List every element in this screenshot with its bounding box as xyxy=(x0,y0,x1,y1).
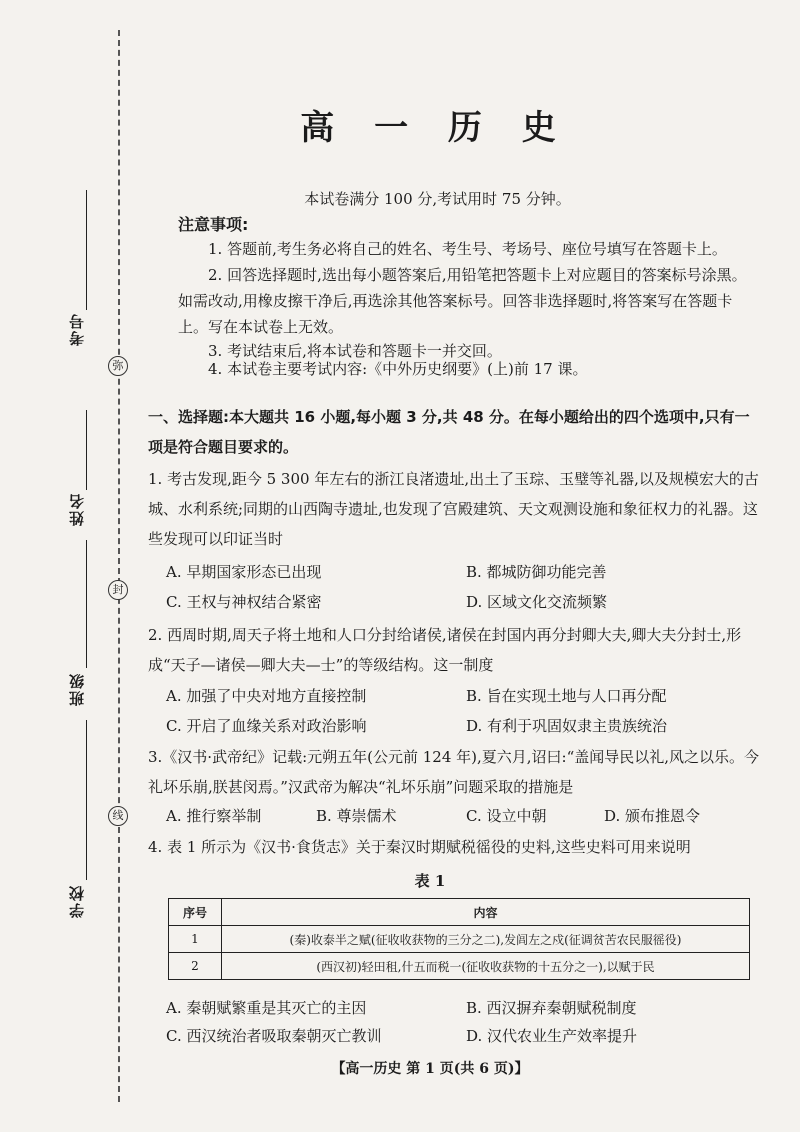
question-4-option-b: B. 西汉摒弃秦朝赋税制度 xyxy=(466,999,637,1017)
table-cell: (西汉初)轻田租,什五而税一(征收收获物的十五分之一),以赋于民 xyxy=(222,953,750,980)
table-row xyxy=(169,926,750,953)
table-title: 表 1 xyxy=(414,872,446,890)
history-table xyxy=(168,898,750,980)
question-1-option-b: B. 都城防御功能完善 xyxy=(466,563,607,581)
table-header-content: 内容 xyxy=(222,899,750,926)
notice-item-4: 4. 本试卷主要考试内容:《中外历史纲要》(上)前 17 课。 xyxy=(208,360,588,378)
exam-info: 本试卷满分 100 分,考试用时 75 分钟。 xyxy=(304,190,571,208)
question-2-option-c: C. 开启了血缘关系对政治影响 xyxy=(166,717,367,735)
question-3-option-a: A. 推行察举制 xyxy=(166,807,262,825)
notice-item-3: 3. 考试结束后,将本试卷和答题卡一并交回。 xyxy=(208,342,502,360)
question-1-option-d: D. 区域文化交流频繁 xyxy=(466,593,608,611)
table-cell: 1 xyxy=(169,926,222,953)
seal-xian: 线 xyxy=(108,806,128,826)
notice-item-1: 1. 答题前,考生务必将自己的姓名、考生号、考场号、座位号填写在答题卡上。 xyxy=(208,240,727,258)
question-2-stem: 2. 西周时期,周天子将土地和人口分封给诸侯,诸侯在封国内再分封卿大夫,卿大夫分封士,形成“天子—诸侯—卿大夫—士”的等级结构。这一制度 xyxy=(148,626,742,674)
question-4-stem: 4. 表 1 所示为《汉书·食货志》关于秦汉时期赋税徭役的史料,这些史料可用来说明 xyxy=(148,838,691,856)
question-3-option-c: C. 设立中朝 xyxy=(466,807,547,825)
class-label: 班级 xyxy=(68,672,86,706)
name-label: 姓名 xyxy=(68,492,86,526)
question-1-stem: 1. 考古发现,距今 5 300 年左右的浙江良渚遗址,出土了玉琮、玉璧等礼器,以及规模宏大的古城、水利系统;同期的山西陶寺遗址,也发现了宫殿建筑、天文观测设施和象征权力的礼器。这些发现可以印证当时 xyxy=(148,470,759,548)
table-cell: (秦)收泰半之赋(征收收获物的三分之二),发闾左之戍(征调贫苦农民服徭役) xyxy=(222,926,750,953)
school-line xyxy=(86,720,87,880)
page-footer: 【高一历史 第 1 页(共 6 页)】 xyxy=(331,1061,529,1077)
table-header-number: 序号 xyxy=(169,899,222,926)
question-2-option-a: A. 加强了中央对地方直接控制 xyxy=(166,687,367,705)
school-label: 学校 xyxy=(68,884,86,918)
name-line xyxy=(86,410,87,490)
seal-mi: 弥 xyxy=(108,356,128,376)
table-cell: 2 xyxy=(169,953,222,980)
notice-heading: 注意事项: xyxy=(178,215,249,234)
question-3-stem: 3.《汉书·武帝纪》记载:元朔五年(公元前 124 年),夏六月,诏曰:“盖闻导民以礼,风之以乐。今礼坏乐崩,朕甚闵焉。”汉武帝为解决“礼坏乐崩”问题采取的措施是 xyxy=(148,748,760,796)
question-4-option-c: C. 西汉统治者吸取秦朝灭亡教训 xyxy=(166,1027,382,1045)
question-3-option-d: D. 颁布推恩令 xyxy=(604,807,701,825)
question-4-option-d: D. 汉代农业生产效率提升 xyxy=(466,1027,638,1045)
page-title: 高 一 历 史 xyxy=(300,108,570,148)
question-2-option-b: B. 旨在实现土地与人口再分配 xyxy=(466,687,667,705)
notice-item-2: 2. 回答选择题时,选出每小题答案后,用铅笔把答题卡上对应题目的答案标号涂黑。如需改动,用橡皮擦干净后,再选涂其他答案标号。回答非选择题时,将答案写在答题卡上。写在本试卷上无效。 xyxy=(178,266,747,336)
exam-number-label: 考号 xyxy=(68,312,86,346)
seal-feng: 封 xyxy=(108,580,128,600)
question-1-option-c: C. 王权与神权结合紧密 xyxy=(166,593,322,611)
question-2-option-d: D. 有利于巩固奴隶主贵族统治 xyxy=(466,717,668,735)
table-row xyxy=(169,953,750,980)
question-3-option-b: B. 尊崇儒术 xyxy=(316,807,397,825)
class-line xyxy=(86,540,87,668)
question-1-option-a: A. 早期国家形态已出现 xyxy=(166,563,322,581)
question-4-option-a: A. 秦朝赋繁重是其灭亡的主因 xyxy=(166,999,367,1017)
section-heading: 一、选择题:本大题共 16 小题,每小题 3 分,共 48 分。在每小题给出的四个选项中,只有一项是符合题目要求的。 xyxy=(148,408,750,456)
